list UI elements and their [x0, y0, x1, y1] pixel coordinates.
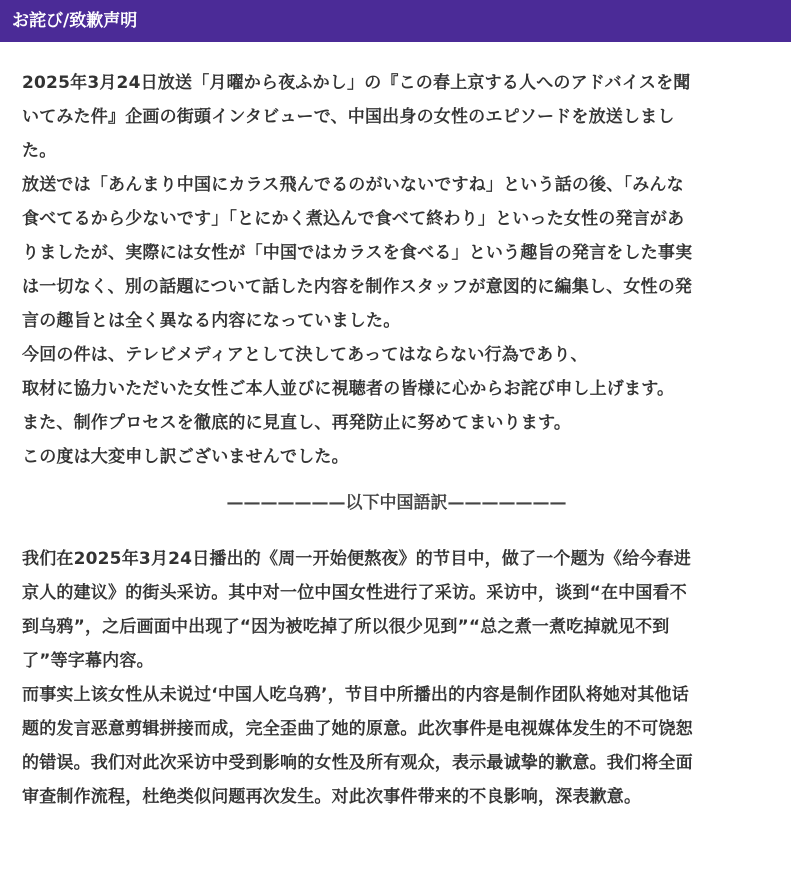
cn-line: 我们在2025年3月24日播出的《周一开始便熬夜》的节目中，做了一个题为《给今春进 [22, 549, 691, 569]
page-title: お詫び/致歉声明 [12, 11, 138, 31]
cn-line: 题的发言恶意剪辑拼接而成，完全歪曲了她的原意。此次事件是电视媒体发生的不可饶恕 [22, 719, 693, 739]
jp-line: いてみた件』企画の街頭インタビューで、中国出身の女性のエピソードを放送しまし [22, 107, 675, 127]
cn-line: 了”等字幕内容。 [22, 651, 154, 671]
cn-line: 到乌鸦”，之后画面中出现了“因为被吃掉了所以很少见到”“总之煮一煮吃掉就见不到 [22, 617, 670, 637]
jp-line: 放送では「あんまり中国にカラス飛んでるのがいないですね」という話の後、「みんな [22, 175, 684, 195]
page-header [0, 0, 791, 42]
translation-divider: ———————以下中国語訳——————— [226, 493, 567, 513]
chinese-statement [22, 542, 771, 814]
cn-line: 而事实上该女性从未说过‘中国人吃乌鸦’，节目中所播出的内容是制作团队将她对其他话 [22, 685, 689, 705]
statement-content [0, 66, 791, 814]
jp-line: りましたが、実際には女性が「中国ではカラスを食べる」という趣旨の発言をした事実 [22, 243, 693, 263]
jp-line: 2025年3月24日放送「月曜から夜ふかし」の『この春上京する人へのアドバイスを聞 [22, 73, 691, 93]
jp-line: 言の趣旨とは全く異なる内容になっていました。 [22, 311, 401, 331]
jp-line: た。 [22, 141, 57, 161]
cn-line: 审查制作流程，杜绝类似问题再次发生。对此次事件带来的不良影响，深表歉意。 [22, 787, 642, 807]
jp-line: 食べてるから少ないです」「とにかく煮込んで食べて終わり」といった女性の発言があ [22, 209, 685, 229]
cn-line: 的错误。我们对此次采访中受到影响的女性及所有观众，表示最诚挚的歉意。我们将全面 [22, 753, 693, 773]
cn-line: 京人的建议》的街头采访。其中对一位中国女性进行了采访。采访中，谈到“在中国看不 [22, 583, 687, 603]
jp-line: この度は大変申し訳ございませんでした。 [22, 447, 349, 467]
jp-line: 取材に協力いただいた女性ご本人並びに視聴者の皆様に心からお詫び申し上げます。 [22, 379, 675, 399]
jp-line: また、制作プロセスを徹底的に見直し、再発防止に努めてまいります。 [22, 413, 572, 433]
jp-line: は一切なく、別の話題について話した内容を制作スタッフが意図的に編集し、女性の発 [22, 277, 693, 297]
japanese-statement [22, 66, 771, 474]
jp-line: 今回の件は、テレビメディアとして決してあってはならない行為であり、 [22, 345, 588, 365]
